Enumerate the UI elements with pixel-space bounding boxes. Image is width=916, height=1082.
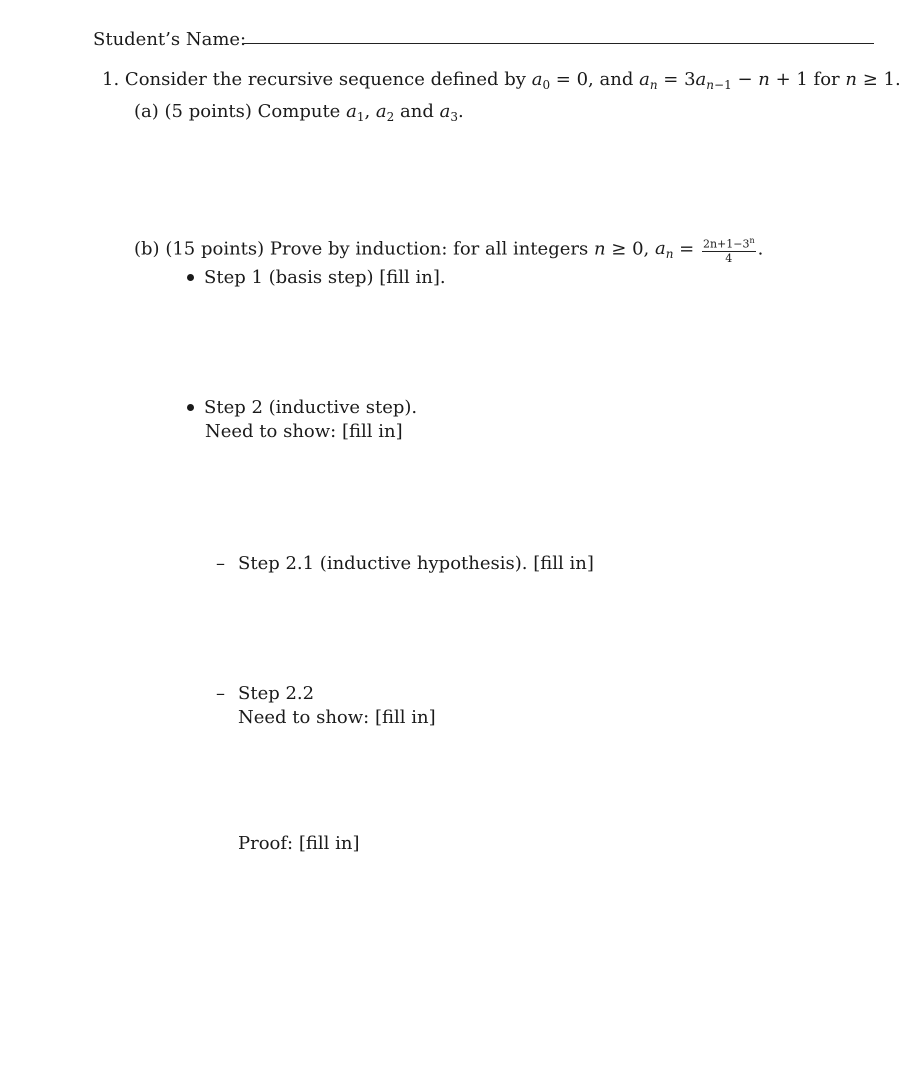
closed-form-fraction: $\frac{2n+1-3^n}{4}$ [702,236,755,265]
step-1: Step 1 (basis step) [fill in]. [187,267,446,289]
problem-statement: 1. Consider the recursive sequence defined by $a_0 = 0$, and $a_n = 3a_{n-1} - n + 1$ for n ≥ 1. [102,69,901,92]
dash-icon: – [216,683,225,704]
part-b: (b) (15 points) Prove by induction: for all integers n ≥ 0, $a_n$ = $\frac{2n+1-3^n}{4}$ . [134,236,764,265]
problem-number: 1. [102,69,120,90]
step-2-1: – Step 2.1 (inductive hypothesis). [fill in] [216,553,594,574]
bullet-icon [187,404,194,411]
part-b-points: (15 points) [165,238,265,260]
problem-intro: Consider the recursive sequence defined by [124,69,526,90]
part-b-label: (b) [134,238,160,260]
part-a: (a) (5 points) Compute $a_1$, $a_2$ and $a_3$. [134,101,464,124]
step-2-2-need: Need to show: [fill in] [238,707,436,728]
step-2-need: Need to show: [fill in] [205,421,403,442]
bullet-icon [187,274,194,281]
part-a-label: (a) [134,101,159,122]
student-name-label: Student’s Name: [93,29,247,50]
step-2-title: Step 2 (inductive step). [187,397,417,419]
step-2-2-title: – Step 2.2 [216,683,315,704]
dash-icon: – [216,553,225,574]
student-name-field[interactable] [244,43,874,44]
part-a-points: (5 points) [164,101,252,122]
proof: Proof: [fill in] [238,833,360,854]
